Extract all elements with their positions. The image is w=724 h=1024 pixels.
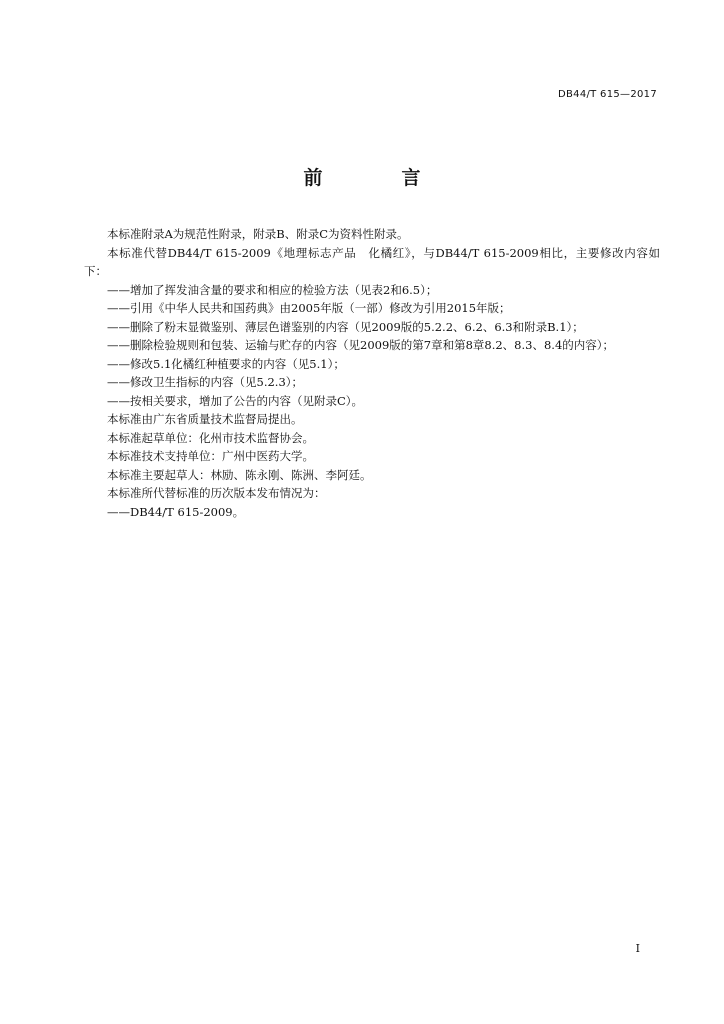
list-item: ——DB44/T 615-2009。 xyxy=(107,504,245,519)
page-number: I xyxy=(635,942,640,955)
paragraph: 本标准所代替标准的历次版本发布情况为： xyxy=(107,486,326,500)
paragraph: 本标准由广东省质量技术监督局提出。 xyxy=(107,412,303,426)
paragraph: 本标准技术支持单位：广州中医药大学。 xyxy=(107,449,314,463)
paragraph: 本标准主要起草人：林励、陈永刚、陈洲、李阿廷。 xyxy=(107,467,372,482)
paragraph: 本标准代替DB44/T 615-2009《地理标志产品 化橘红》，与DB44/T 615-2009相比，主要修改内容如下： xyxy=(84,245,660,278)
paragraph: 本标准附录A为规范性附录，附录B、附录C为资料性附录。 xyxy=(107,227,409,241)
list-item: ——删除了粉末显微鉴别、薄层色谱鉴别的内容（见2009版的5.2.2、6.2、6.3和附录B.1）； xyxy=(107,319,584,334)
document-body xyxy=(84,225,660,521)
standard-code: DB44/T 615—2017 xyxy=(558,89,657,100)
paragraph: 本标准起草单位：化州市技术监督协会。 xyxy=(107,430,314,445)
list-item: ——删除检验规则和包装、运输与贮存的内容（见2009版的第7章和第8章8.2、8.3、8.4的内容）； xyxy=(107,338,615,352)
list-item: ——修改卫生指标的内容（见5.2.3）； xyxy=(107,375,304,389)
list-item: ——增加了挥发油含量的要求和相应的检验方法（见表2和6.5）； xyxy=(107,282,438,297)
page-title: 前 言 xyxy=(303,167,451,189)
list-item: ——修改5.1化橘红种植要求的内容（见5.1）； xyxy=(107,356,345,371)
list-item: ——按相关要求，增加了公告的内容（见附录C）。 xyxy=(107,393,364,408)
list-item: ——引用《中华人民共和国药典》由2005年版（一部）修改为引用2015年版； xyxy=(107,301,511,315)
